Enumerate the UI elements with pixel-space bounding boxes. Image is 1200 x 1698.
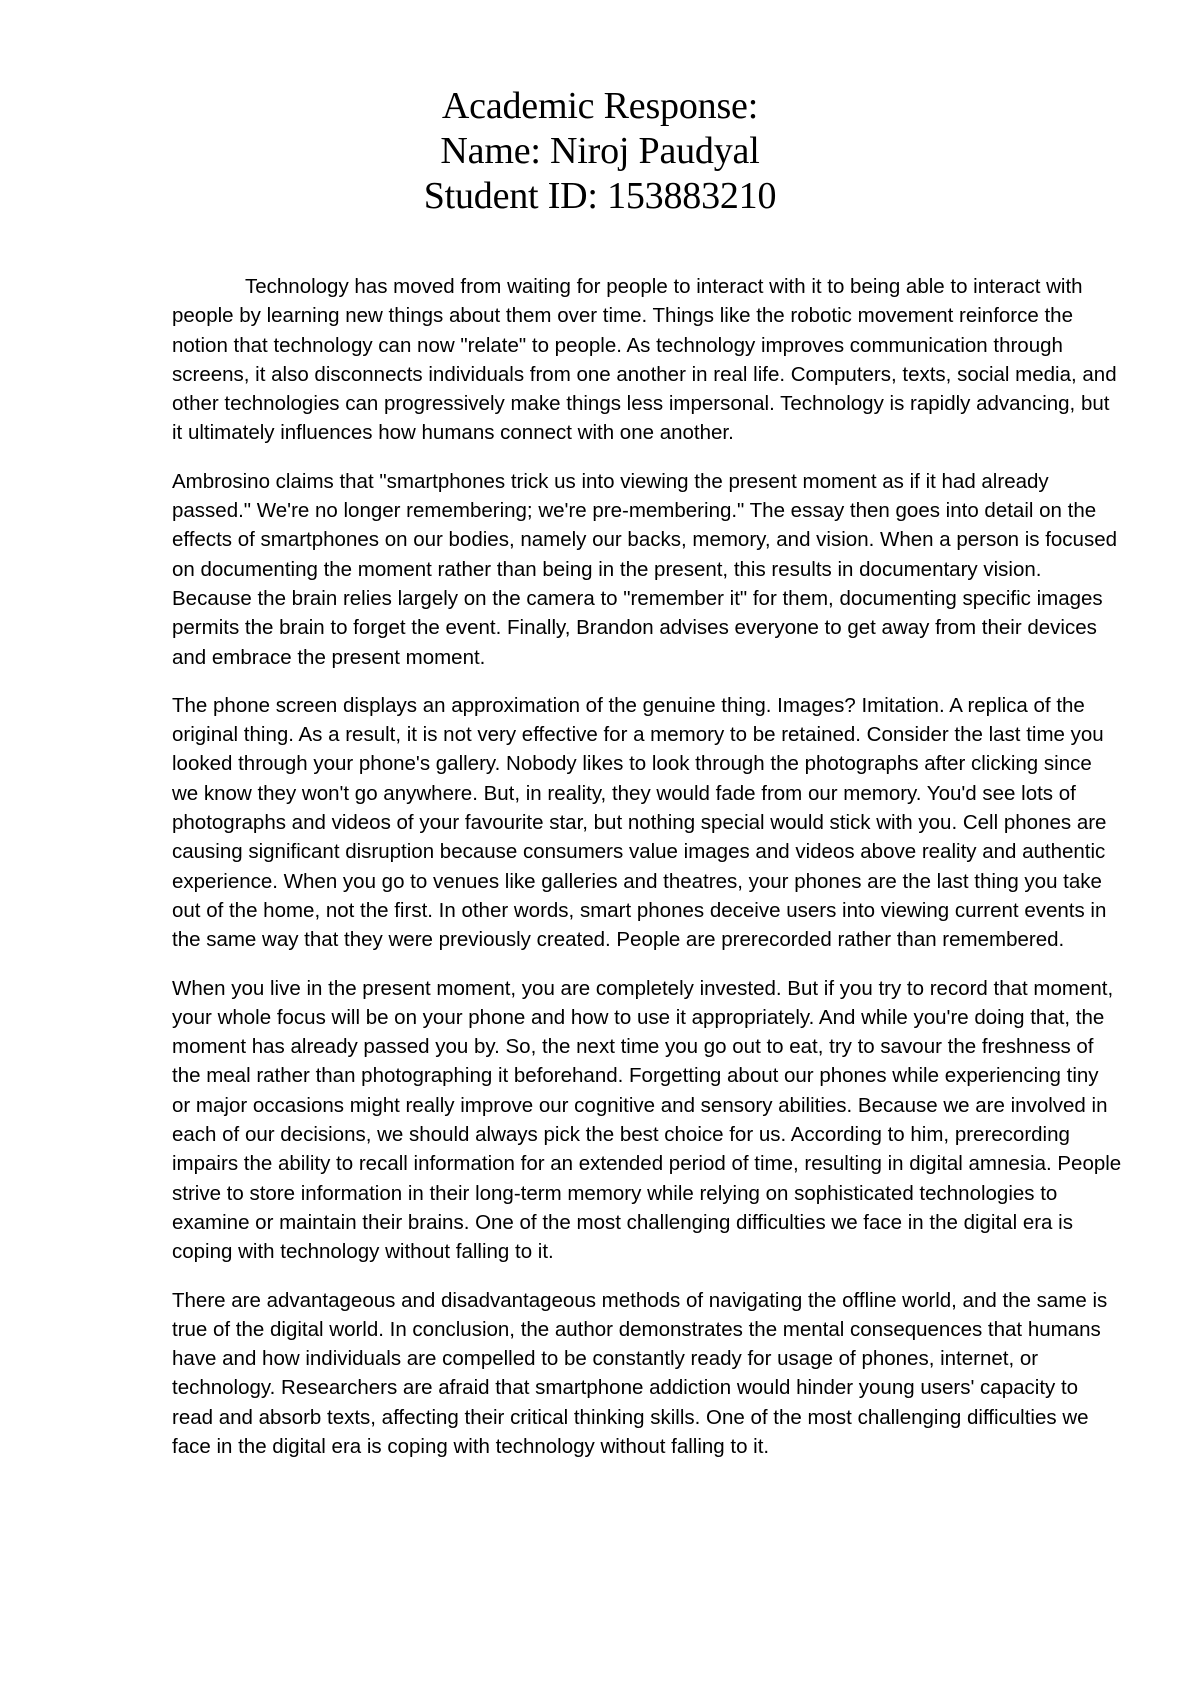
- paragraph-1: Technology has moved from waiting for people to interact with it to being able to interact with people by learning new things about them over time. Things like the robotic movement reinforce the notion that technology can now "relate" to people. As technology improves communication through screens, it also disconnects individuals from one another in real life. Computers, texts, social media, and other technologies can progressively make things less impersonal. Technology is rapidly advancing, but it ultimately influences how humans connect with one another.: [172, 275, 1117, 445]
- paragraph-2: Ambrosino claims that "smartphones trick us into viewing the present moment as if it had already passed." We're no longer remembering; we're pre-membering." The essay then goes into detail on the effects of smartphones on our bodies, namely our backs, memory, and vision. When a person is focused on documenting the moment rather than being in the present, this results in documentary vision. Because the brain relies largely on the camera to "remember it" for them, documenting specific images permits the brain to forget the event. Finally, Brandon advises everyone to get away from their devices and embrace the present moment.: [172, 469, 1118, 669]
- author-name: Name: Niroj Paudyal: [440, 130, 760, 172]
- document-header: [0, 84, 1200, 219]
- document-body: [172, 272, 1122, 1480]
- document-title: Academic Response:: [441, 85, 759, 127]
- paragraph-5: There are advantageous and disadvantageous methods of navigating the offline world, and the same is true of the digital world. In conclusion, the author demonstrates the mental consequences that humans have and how individuals are compelled to be constantly ready for usage of phones, internet, or technology. Researchers are afraid that smartphone addiction would hinder young users' capacity to read and absorb texts, affecting their critical thinking skills. One of the most challenging difficulties we face in the digital era is coping with technology without falling to it.: [172, 1288, 1108, 1458]
- paragraph-3: The phone screen displays an approximation of the genuine thing. Images? Imitation. A replica of the original thing. As a result, it is not very effective for a memory to be retained. Consider the last time you looked through your phone's gallery. Nobody likes to look through the photographs after clicking since we know they won't go anywhere. But, in reality, they would fade from our memory. You'd see lots of photographs and videos of your favourite star, but nothing special would stick with you. Cell phones are causing significant disruption because consumers value images and videos above reality and authentic experience. When you go to venues like galleries and theatres, your phones are the last thing you take out of the home, not the first. In other words, smart phones deceive users into viewing current events in the same way that they were previously created. People are prerecorded rather than remembered.: [172, 693, 1107, 952]
- student-id: Student ID: 153883210: [423, 175, 777, 217]
- paragraph-4: When you live in the present moment, you are completely invested. But if you try to record that moment, your whole focus will be on your phone and how to use it appropriately. And while you're doing that, the moment has already passed you by. So, the next time you go out to eat, try to savour the freshness of the meal rather than photographing it beforehand. Forgetting about our phones while experiencing tiny or major occasions might really improve our cognitive and sensory abilities. Because we are involved in each of our decisions, we should always pick the best choice for us. According to him, prerecording impairs the ability to recall information for an extended period of time, resulting in digital amnesia. People strive to store information in their long-term memory while relying on sophisticated technologies to examine or maintain their brains. One of the most challenging difficulties we face in the digital era is coping with technology without falling to it.: [172, 976, 1122, 1264]
